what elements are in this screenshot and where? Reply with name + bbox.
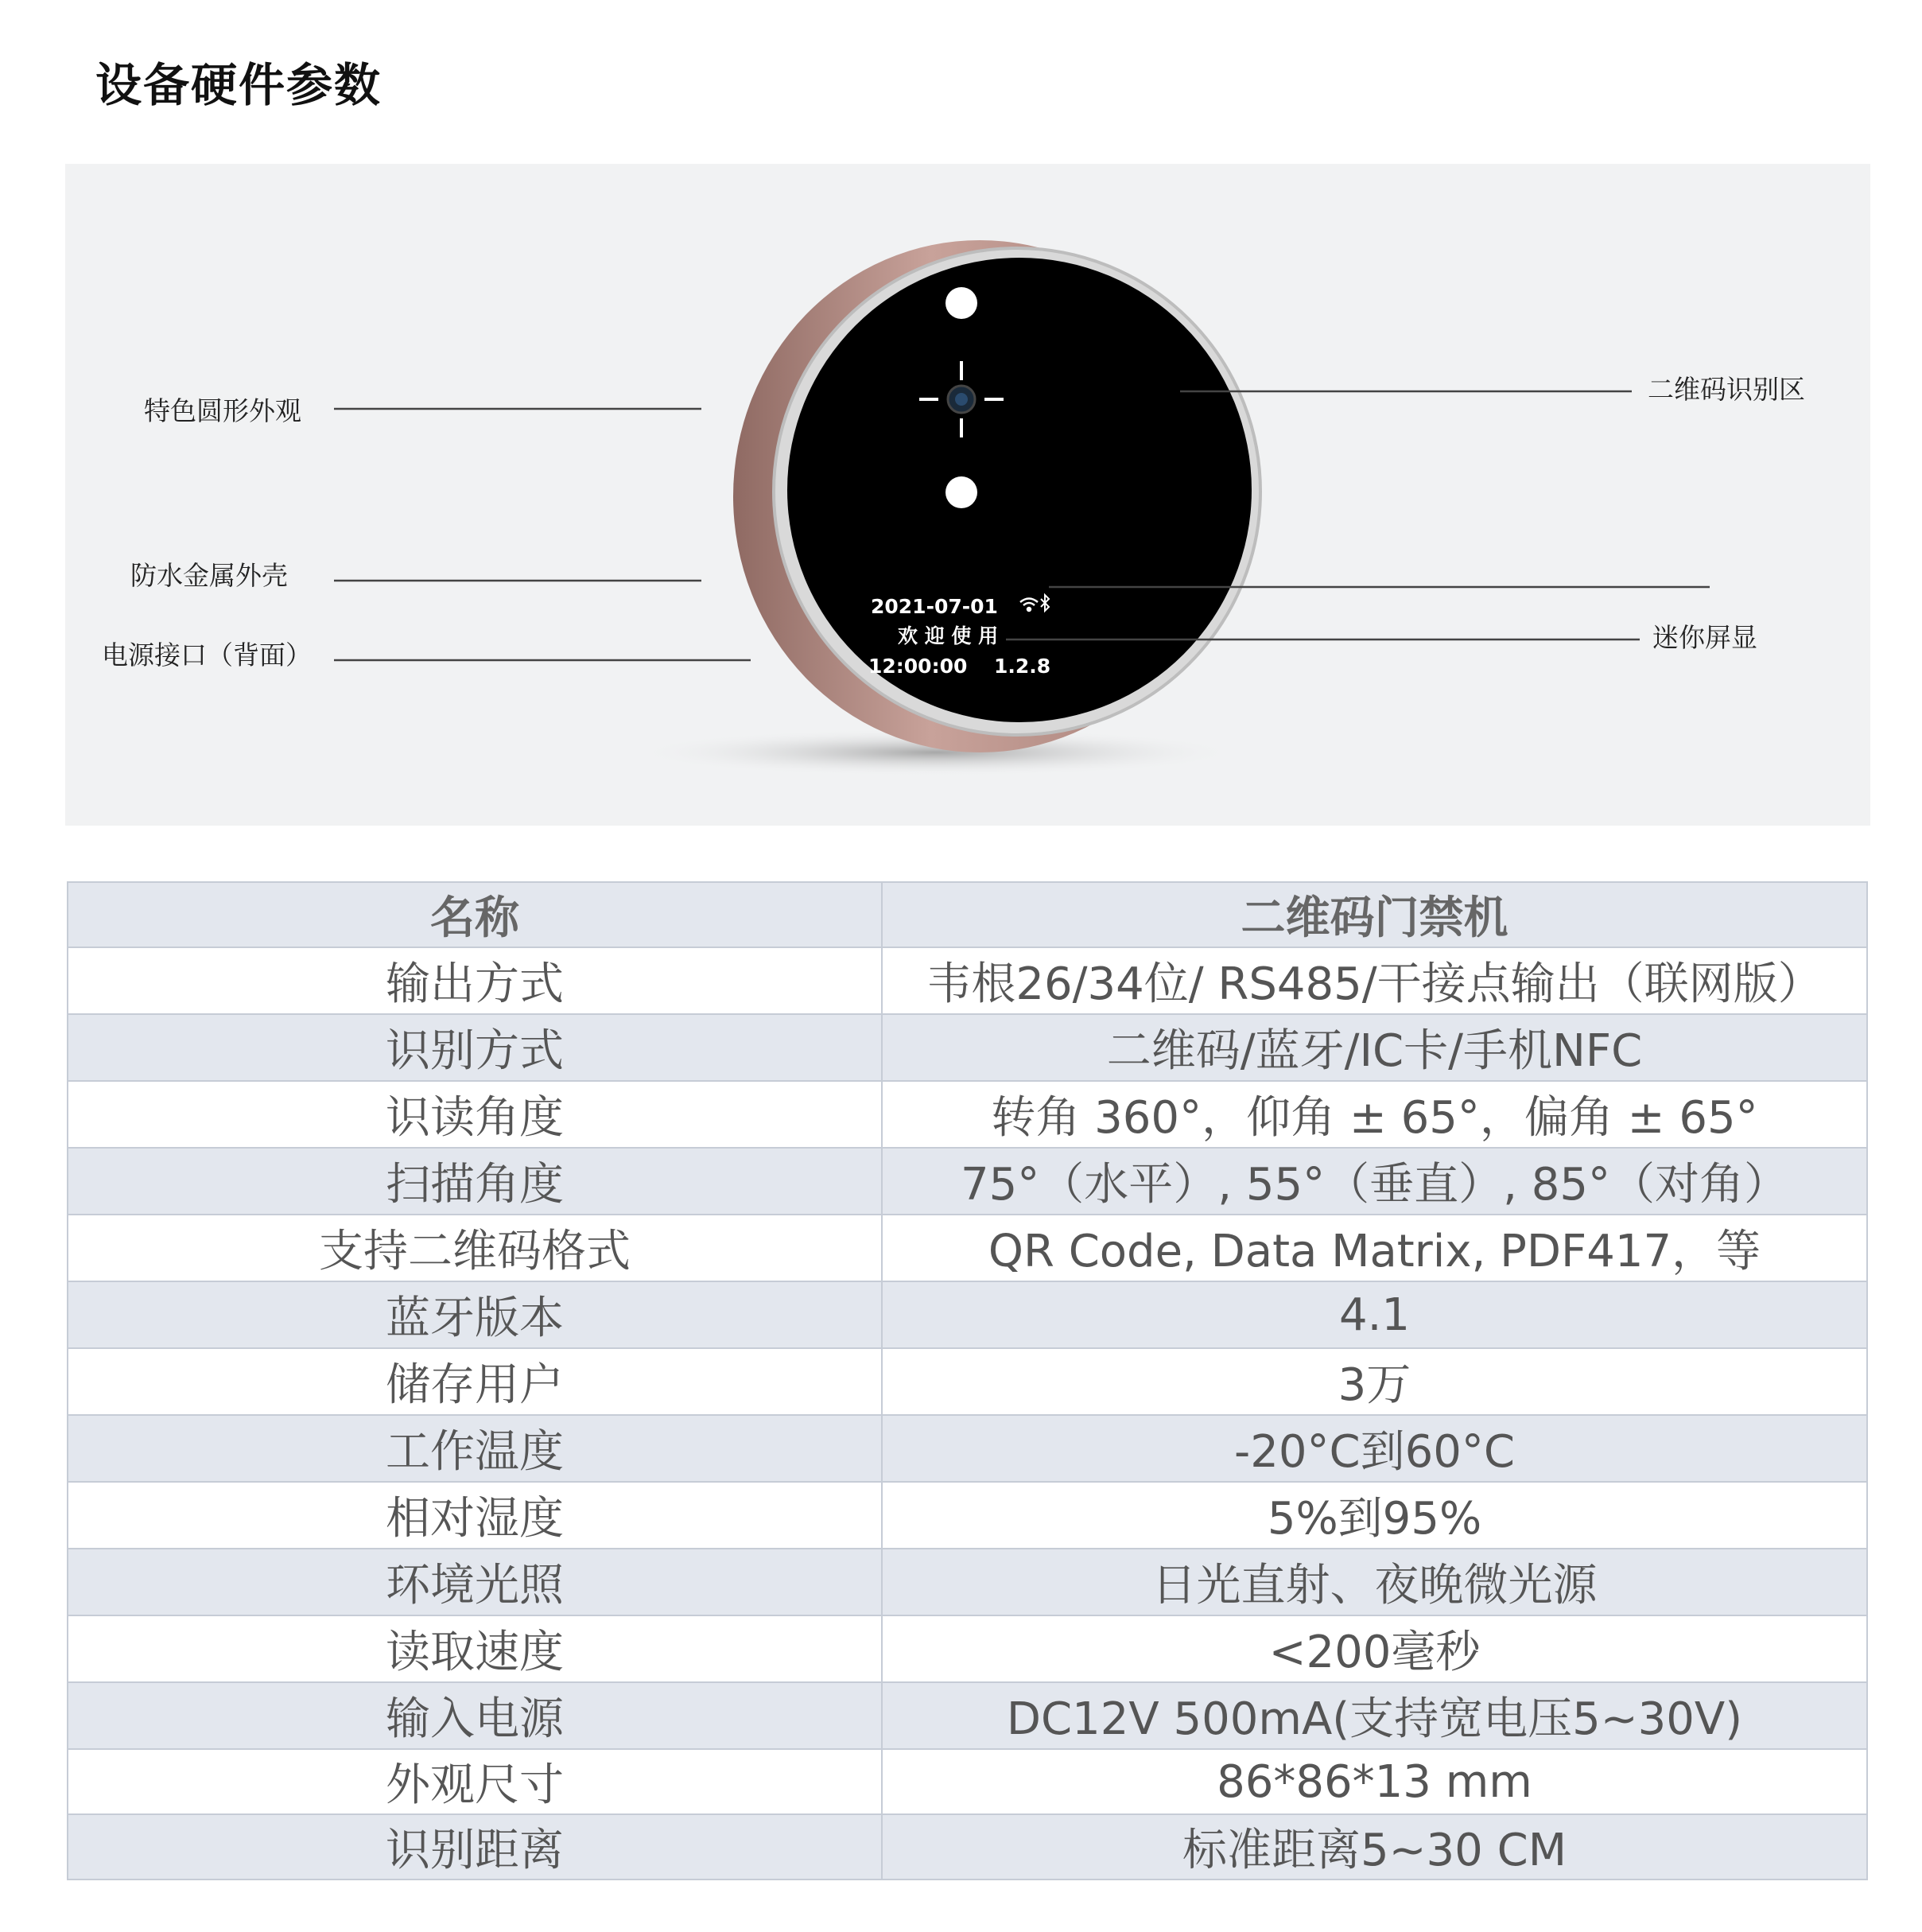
row-label: 储存用户 xyxy=(68,1348,882,1415)
row-label: 外观尺寸 xyxy=(68,1749,882,1814)
header-value: 二维码门禁机 xyxy=(882,882,1867,947)
row-label: 输入电源 xyxy=(68,1682,882,1749)
row-label: 相对湿度 xyxy=(68,1482,882,1549)
table-header-row xyxy=(68,882,1867,947)
page-title: 设备硬件参数 xyxy=(95,58,382,112)
row-value: <200毫秒 xyxy=(882,1615,1867,1682)
row-value: 3万 xyxy=(882,1348,1867,1415)
screen-welcome: 欢 迎 使 用 xyxy=(898,624,999,647)
row-value: 5%到95% xyxy=(882,1482,1867,1549)
table-row xyxy=(68,1814,1867,1880)
led-light-icon xyxy=(945,287,977,319)
row-value: 4.1 xyxy=(882,1281,1867,1348)
table-row xyxy=(68,1148,1867,1215)
callout-waterproof-shell: 防水金属外壳 xyxy=(130,560,288,591)
row-value: -20°C到60°C xyxy=(882,1415,1867,1482)
row-label: 扫描角度 xyxy=(68,1148,882,1215)
row-value: 标准距离5~30 CM xyxy=(882,1814,1867,1880)
table-row xyxy=(68,1081,1867,1148)
header-name: 名称 xyxy=(68,882,882,947)
table-row xyxy=(68,1215,1867,1281)
table-row xyxy=(68,1415,1867,1482)
row-label: 环境光照 xyxy=(68,1549,882,1615)
row-label: 支持二维码格式 xyxy=(68,1215,882,1281)
row-value: 日光直射、夜晚微光源 xyxy=(882,1549,1867,1615)
table-row xyxy=(68,1482,1867,1549)
row-label: 读取速度 xyxy=(68,1615,882,1682)
table-row xyxy=(68,1615,1867,1682)
callout-mini-screen: 迷你屏显 xyxy=(1652,622,1757,653)
row-value: 韦根26/34位/ RS485/干接点输出（联网版） xyxy=(882,947,1867,1014)
row-label: 识别方式 xyxy=(68,1014,882,1081)
row-label: 识别距离 xyxy=(68,1814,882,1880)
row-label: 识读角度 xyxy=(68,1081,882,1148)
table-row xyxy=(68,947,1867,1014)
table-row xyxy=(68,1348,1867,1415)
row-value: DC12V 500mA(支持宽电压5~30V) xyxy=(882,1682,1867,1749)
device-face xyxy=(787,258,1252,722)
spec-table xyxy=(67,881,1868,1880)
led-light-icon xyxy=(945,476,977,508)
table-row xyxy=(68,1549,1867,1615)
row-label: 蓝牙版本 xyxy=(68,1281,882,1348)
row-value: 转角 360°，仰角 ± 65°，偏角 ± 65° xyxy=(882,1081,1867,1148)
device-illustration-panel xyxy=(65,164,1870,826)
callout-power-port: 电源接口（背面） xyxy=(102,639,312,671)
callout-qr-area: 二维码识别区 xyxy=(1648,374,1805,405)
callout-round-shape: 特色圆形外观 xyxy=(144,395,301,426)
screen-time: 12:00:00 xyxy=(868,655,968,678)
table-row xyxy=(68,1281,1867,1348)
table-row xyxy=(68,1014,1867,1081)
screen-version: 1.2.8 xyxy=(994,655,1051,678)
screen-date: 2021-07-01 xyxy=(871,595,998,618)
row-value: 86*86*13 mm xyxy=(882,1749,1867,1814)
row-value: 二维码/蓝牙/IC卡/手机NFC xyxy=(882,1014,1867,1081)
device-illustration xyxy=(65,164,1870,826)
row-value: QR Code, Data Matrix, PDF417，等 xyxy=(882,1215,1867,1281)
table-row xyxy=(68,1682,1867,1749)
table-row xyxy=(68,1749,1867,1814)
row-label: 输出方式 xyxy=(68,947,882,1014)
row-label: 工作温度 xyxy=(68,1415,882,1482)
row-value: 75°（水平）, 55°（垂直）, 85°（对角） xyxy=(882,1148,1867,1215)
